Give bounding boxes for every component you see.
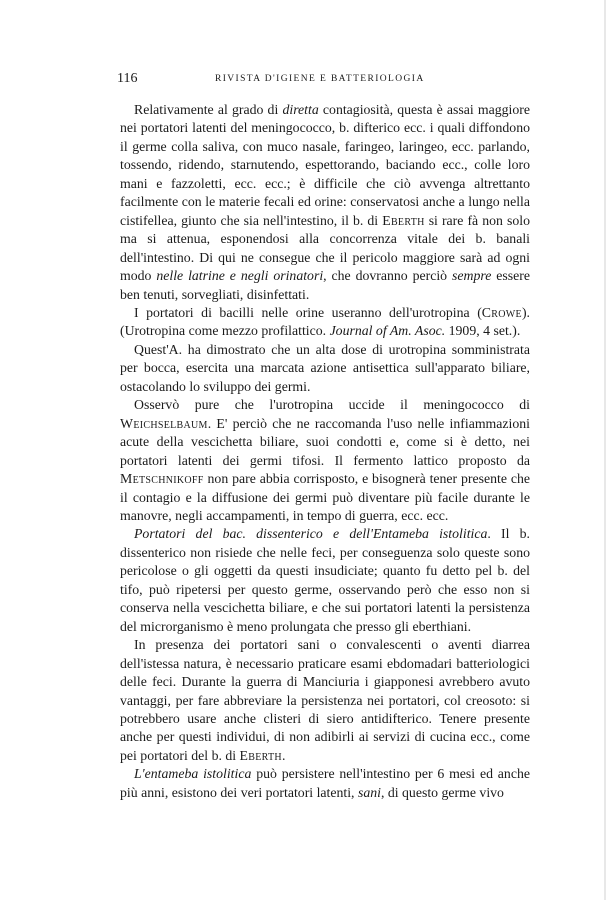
p4-author-name-2: Metschnikoff (120, 471, 204, 487)
p5-section-heading: Portatori del bac. dissenterico e dell'Entameba istolitica (134, 526, 488, 542)
running-title: RIVISTA D'IGIENE E BATTERIOLOGIA (215, 74, 425, 84)
p1-italic-3: sempre (452, 268, 492, 284)
p4-author-name-1: Weichselbaum (120, 415, 208, 431)
p5-text-1: . Il b. dissenterico non risiede che nelle feci, per conseguenza solo queste sono pericolose o gli oggetti da questi insudiciate; quanto fu detto pel b. del tifo, può ripetersi per questo germe, osservando però che esso non si conserva nella vescichetta biliare, e che sui portatori latenti la persistenza del microrganismo è meno prolungata che presso gli eberthiani. (120, 526, 531, 634)
p7-text-1: può persistere nell'intestino per 6 mesi ed anche più anni, esistono dei veri portatori latenti, (120, 766, 530, 800)
p6-author-name: Eberth (239, 747, 282, 763)
p1-author-name: Eberth (382, 212, 425, 228)
p1-italic-2: nelle latrine e negli orinatori (156, 268, 324, 284)
p3-text-1: Quest'A. ha dimostrato che un alta dose di urotropina somministrata per bocca, esercita una marcata azione antisettica sull'apparato biliare, ostacolando lo sviluppo dei germi. (120, 341, 530, 394)
paragraph-2 (120, 304, 530, 341)
p2-text-3: 1909, 4 set.). (445, 323, 521, 339)
body-text (120, 101, 530, 802)
p2-journal-name: Journal of Am. Asoc. (329, 323, 446, 339)
p1-text-4: , che dovranno perciò (323, 268, 452, 284)
paragraph-7 (120, 765, 530, 802)
p4-text-3: non pare abbia corrisposto, e bisognerà tener presente che il contagio e la diffusione dei germi può diventare più facile durante le manovre, negli accampamenti, in tempo di guerra, ecc. ecc. (120, 471, 530, 523)
p2-text-1: I portatori di bacilli nelle orine useranno dell'urotropina ( (134, 304, 482, 320)
paragraph-4 (120, 396, 530, 525)
paragraph-1 (120, 101, 530, 304)
p6-text-1: In presenza dei portatori sani o convalescenti o aventi diarrea dell'istessa natura, è necessario praticare esami ebdomadari batteriologici delle feci. Durante la guerra di Manciuria i giapponesi avrebbero avuto vantaggi, per fare abbreviare la persistenza nei portatori, col creosoto: si potrebbero usare anche clisteri di siero antidifterico. Tenere presente anche per questi individui, di non adibirli ai servizi di cucina ecc., come pei portatori del b. di (120, 637, 530, 763)
p2-text-2: ). (Urotropina come mezzo profilattico. (120, 304, 530, 339)
page-header (117, 71, 537, 89)
p1-italic-1: diretta (282, 102, 319, 117)
p7-italic-2: sani (357, 784, 381, 800)
page-number: 116 (117, 71, 138, 86)
p1-text-5: essere ben tenuti, sorvegliati, disinfettati. (120, 268, 530, 302)
paragraph-3 (120, 341, 530, 396)
p1-text-1: Relativamente al grado di (134, 102, 283, 117)
paragraph-6 (120, 636, 530, 765)
p4-text-1: Osservò pure che l'urotropina uccide il meningococco di (134, 397, 530, 413)
p7-italic-1: L'entameba istolitica (134, 766, 252, 782)
p1-text-2: contagiosità, questa è assai maggiore nei portatori latenti del meningococco, b. difterico ecc. i quali diffondono il germe colla saliva, con muco nasale, faringeo, laringeo, ecc. parlando, tossendo, ridendo, starnutendo, espettorando, baciando ecc., colle loro mani e fazzoletti, ecc. ecc.; è difficile che ciò avvenga altrettanto facilmente con le materie fecali ed orine: conservatosi anche a lungo nella cistifellea, giunto che sia nell'intestino, il b. di (120, 102, 530, 228)
p7-text-2: , di questo germe vivo (380, 784, 504, 800)
p4-text-2: . E' perciò che ne raccomanda l'uso nelle infiammazioni acute della vescichetta biliare, suoi condotti e, come si è detto, nei portatori latenti dei germi tifosi. Il fermento lattico proposto da (120, 415, 530, 468)
p1-text-3: si rare fà non solo ma si attenua, esponendosi alla concorrenza vitale dei b. banali dell'intestino. Di qui ne consegue che il pericolo maggiore sarà ad ogni modo (120, 212, 530, 284)
paragraph-5 (120, 525, 530, 636)
p2-author-name: Crowe (481, 304, 522, 320)
p6-text-2: . (281, 747, 286, 763)
